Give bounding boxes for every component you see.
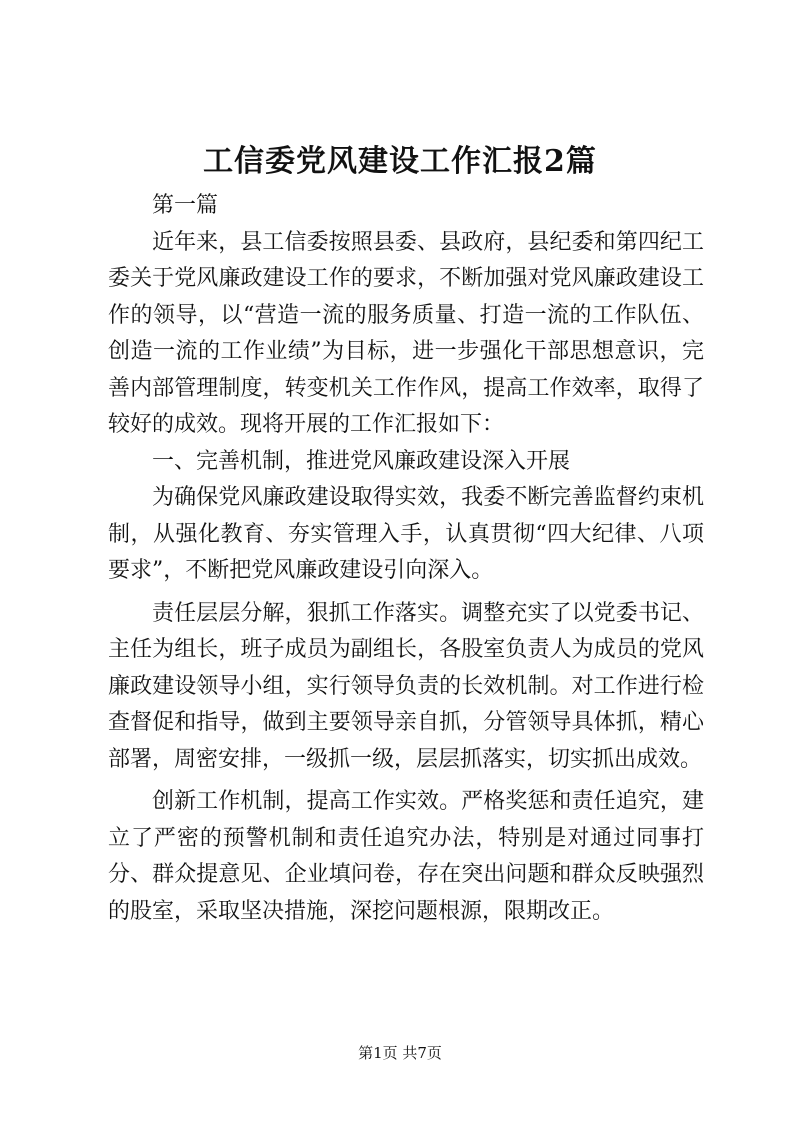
section-heading-mechanism: 一、完善机制，推进党风廉政建设深入开展	[152, 448, 571, 474]
body-paragraph: 为确保党风廉政建设取得实效，我委不断完善监督约束机制，从强化教育、夯实管理入手，认真贯彻“四大纪律、八项要求”，不断把党风廉政建设引向深入。	[108, 485, 704, 583]
page-footer: 第1页 共7页	[358, 1044, 442, 1062]
body-paragraph: 创新工作机制，提高工作实效。严格奖惩和责任追究，建立了严密的预警机制和责任追究办法，特别是对通过同事打分、群众提意见、企业填问卷，存在突出问题和群众反映强烈的股室，采取坚决措施，深挖问题根源，限期改正。	[108, 789, 704, 924]
intro-paragraph: 近年来，县工信委按照县委、县政府，县纪委和第四纪工委关于党风廉政建设工作的要求，不断加强对党风廉政建设工作的领导，以“营造一流的服务质量、打造一流的工作队伍、创造一流的工作业绩”为目标，进一步强化干部思想意识，完善内部管理制度，转变机关工作作风，提高工作效率，取得了较好的成效。现将开展的工作汇报如下：	[108, 229, 704, 437]
body-paragraph: 责任层层分解，狠抓工作落实。调整充实了以党委书记、主任为组长，班子成员为副组长，各股室负责人为成员的党风廉政建设领导小组，实行领导负责的长效机制。对工作进行检查督促和指导，做到主要领导亲自抓，分管领导具体抓，精心部署，周密安排，一级抓一级，层层抓落实，切实抓出成效。	[108, 600, 704, 772]
document-title: 工信委党风建设工作汇报2篇	[203, 144, 597, 179]
section-heading-first: 第一篇	[152, 193, 219, 218]
document-body	[108, 188, 704, 930]
